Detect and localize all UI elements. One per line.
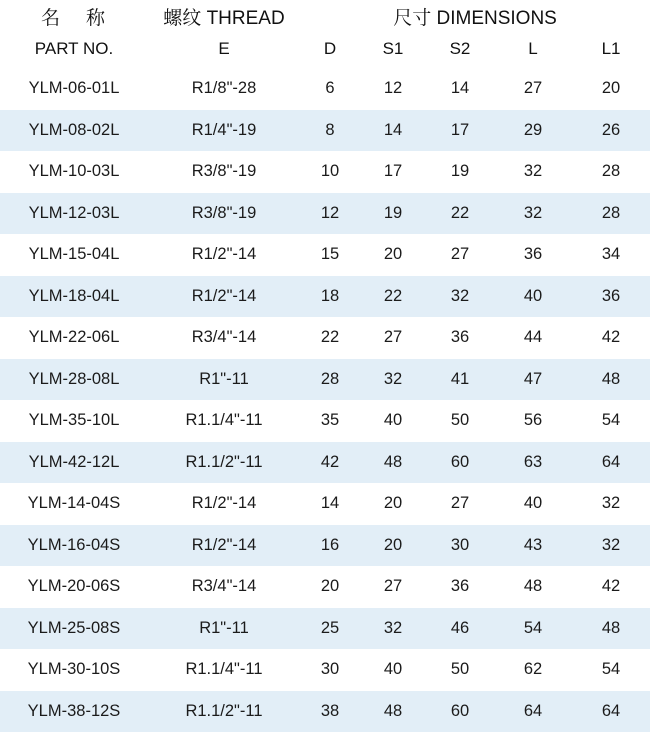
- cell-d: 30: [300, 649, 360, 691]
- cell-l1: 42: [572, 566, 650, 608]
- cell-d: 38: [300, 691, 360, 732]
- table-row: [0, 566, 650, 608]
- table-row: [0, 193, 650, 235]
- cell-s1: 17: [360, 151, 426, 193]
- cell-s1: 27: [360, 317, 426, 359]
- cell-s2: 36: [426, 317, 494, 359]
- cell-e: R1.1/4"-11: [148, 400, 300, 442]
- table-row: [0, 442, 650, 484]
- cell-e: R1.1/2"-11: [148, 442, 300, 484]
- cell-l: 64: [494, 691, 572, 732]
- cell-e: R1.1/2"-11: [148, 691, 300, 732]
- cell-e: R1/2"-14: [148, 276, 300, 318]
- cell-s1: 20: [360, 525, 426, 567]
- table-row: [0, 400, 650, 442]
- table-row: [0, 483, 650, 525]
- cell-part-no: YLM-22-06L: [0, 317, 148, 359]
- cell-s2: 50: [426, 400, 494, 442]
- cell-part-no: YLM-18-04L: [0, 276, 148, 318]
- cell-l: 56: [494, 400, 572, 442]
- header-dimensions-group: [300, 0, 650, 34]
- cell-d: 22: [300, 317, 360, 359]
- cell-part-no: YLM-42-12L: [0, 442, 148, 484]
- cell-s2: 32: [426, 276, 494, 318]
- cell-s2: 60: [426, 691, 494, 732]
- table-row: [0, 151, 650, 193]
- cell-l: 62: [494, 649, 572, 691]
- cell-d: 35: [300, 400, 360, 442]
- column-header-e: E: [148, 34, 300, 68]
- cell-part-no: YLM-20-06S: [0, 566, 148, 608]
- cell-d: 15: [300, 234, 360, 276]
- cell-s1: 20: [360, 483, 426, 525]
- cell-l1: 64: [572, 691, 650, 732]
- header-thread-cn: 螺纹: [163, 7, 201, 29]
- cell-s1: 12: [360, 68, 426, 110]
- cell-s1: 19: [360, 193, 426, 235]
- cell-part-no: YLM-08-02L: [0, 110, 148, 152]
- cell-l1: 48: [572, 608, 650, 650]
- cell-l: 54: [494, 608, 572, 650]
- cell-s2: 14: [426, 68, 494, 110]
- cell-d: 18: [300, 276, 360, 318]
- cell-d: 28: [300, 359, 360, 401]
- cell-d: 12: [300, 193, 360, 235]
- cell-l1: 32: [572, 525, 650, 567]
- cell-l1: 28: [572, 193, 650, 235]
- header-thread-en: THREAD: [207, 8, 285, 29]
- cell-l1: 54: [572, 400, 650, 442]
- table-header: [0, 0, 650, 68]
- table-row: [0, 317, 650, 359]
- cell-part-no: YLM-12-03L: [0, 193, 148, 235]
- cell-l1: 20: [572, 68, 650, 110]
- table-row: [0, 359, 650, 401]
- cell-d: 20: [300, 566, 360, 608]
- cell-e: R3/8"-19: [148, 151, 300, 193]
- cell-s1: 32: [360, 359, 426, 401]
- column-header-part-no: PART NO.: [0, 34, 148, 68]
- cell-s2: 17: [426, 110, 494, 152]
- column-header-s1: S1: [360, 34, 426, 68]
- cell-part-no: YLM-14-04S: [0, 483, 148, 525]
- cell-l1: 32: [572, 483, 650, 525]
- cell-e: R1.1/4"-11: [148, 649, 300, 691]
- cell-part-no: YLM-38-12S: [0, 691, 148, 732]
- cell-e: R1"-11: [148, 359, 300, 401]
- cell-s2: 60: [426, 442, 494, 484]
- cell-d: 16: [300, 525, 360, 567]
- table-row: [0, 525, 650, 567]
- cell-s2: 22: [426, 193, 494, 235]
- cell-s1: 40: [360, 649, 426, 691]
- header-dimensions-en: DIMENSIONS: [437, 8, 557, 29]
- cell-s1: 48: [360, 442, 426, 484]
- cell-l: 44: [494, 317, 572, 359]
- cell-e: R1/8"-28: [148, 68, 300, 110]
- cell-l: 32: [494, 193, 572, 235]
- header-name-cn: 名 称: [0, 0, 148, 34]
- cell-d: 10: [300, 151, 360, 193]
- cell-e: R3/4"-14: [148, 317, 300, 359]
- cell-l: 63: [494, 442, 572, 484]
- table-body: [0, 68, 650, 732]
- cell-part-no: YLM-16-04S: [0, 525, 148, 567]
- cell-d: 14: [300, 483, 360, 525]
- header-column-row: [0, 34, 650, 68]
- cell-l1: 26: [572, 110, 650, 152]
- header-dimensions-cn: 尺寸: [393, 7, 431, 29]
- cell-part-no: YLM-15-04L: [0, 234, 148, 276]
- cell-d: 42: [300, 442, 360, 484]
- cell-l: 32: [494, 151, 572, 193]
- table-row: [0, 276, 650, 318]
- cell-l1: 42: [572, 317, 650, 359]
- cell-s1: 32: [360, 608, 426, 650]
- cell-e: R1"-11: [148, 608, 300, 650]
- cell-part-no: YLM-28-08L: [0, 359, 148, 401]
- cell-s2: 27: [426, 483, 494, 525]
- cell-l1: 54: [572, 649, 650, 691]
- column-header-s2: S2: [426, 34, 494, 68]
- cell-e: R3/4"-14: [148, 566, 300, 608]
- cell-part-no: YLM-06-01L: [0, 68, 148, 110]
- cell-s1: 48: [360, 691, 426, 732]
- cell-l1: 34: [572, 234, 650, 276]
- cell-l: 27: [494, 68, 572, 110]
- header-group-row: [0, 0, 650, 34]
- cell-s1: 27: [360, 566, 426, 608]
- cell-l: 47: [494, 359, 572, 401]
- cell-e: R1/2"-14: [148, 483, 300, 525]
- cell-s1: 22: [360, 276, 426, 318]
- cell-d: 6: [300, 68, 360, 110]
- cell-e: R1/2"-14: [148, 234, 300, 276]
- table-row: [0, 110, 650, 152]
- cell-e: R1/4"-19: [148, 110, 300, 152]
- cell-e: R1/2"-14: [148, 525, 300, 567]
- column-header-l1: L1: [572, 34, 650, 68]
- cell-l1: 48: [572, 359, 650, 401]
- cell-l1: 36: [572, 276, 650, 318]
- cell-d: 8: [300, 110, 360, 152]
- cell-s1: 20: [360, 234, 426, 276]
- cell-s1: 40: [360, 400, 426, 442]
- column-header-l: L: [494, 34, 572, 68]
- cell-s2: 30: [426, 525, 494, 567]
- cell-l: 48: [494, 566, 572, 608]
- cell-part-no: YLM-10-03L: [0, 151, 148, 193]
- cell-s2: 46: [426, 608, 494, 650]
- cell-d: 25: [300, 608, 360, 650]
- cell-part-no: YLM-35-10L: [0, 400, 148, 442]
- table-row: [0, 234, 650, 276]
- table-row: [0, 649, 650, 691]
- table-row: [0, 68, 650, 110]
- cell-s1: 14: [360, 110, 426, 152]
- cell-s2: 50: [426, 649, 494, 691]
- column-header-d: D: [300, 34, 360, 68]
- cell-l: 40: [494, 483, 572, 525]
- cell-l: 29: [494, 110, 572, 152]
- cell-s2: 41: [426, 359, 494, 401]
- cell-l: 36: [494, 234, 572, 276]
- cell-s2: 19: [426, 151, 494, 193]
- cell-part-no: YLM-25-08S: [0, 608, 148, 650]
- cell-s2: 36: [426, 566, 494, 608]
- cell-s2: 27: [426, 234, 494, 276]
- table-row: [0, 691, 650, 732]
- cell-l1: 28: [572, 151, 650, 193]
- cell-l1: 64: [572, 442, 650, 484]
- header-thread-group: [148, 0, 300, 34]
- table-row: [0, 608, 650, 650]
- cell-l: 43: [494, 525, 572, 567]
- cell-part-no: YLM-30-10S: [0, 649, 148, 691]
- cell-e: R3/8"-19: [148, 193, 300, 235]
- cell-l: 40: [494, 276, 572, 318]
